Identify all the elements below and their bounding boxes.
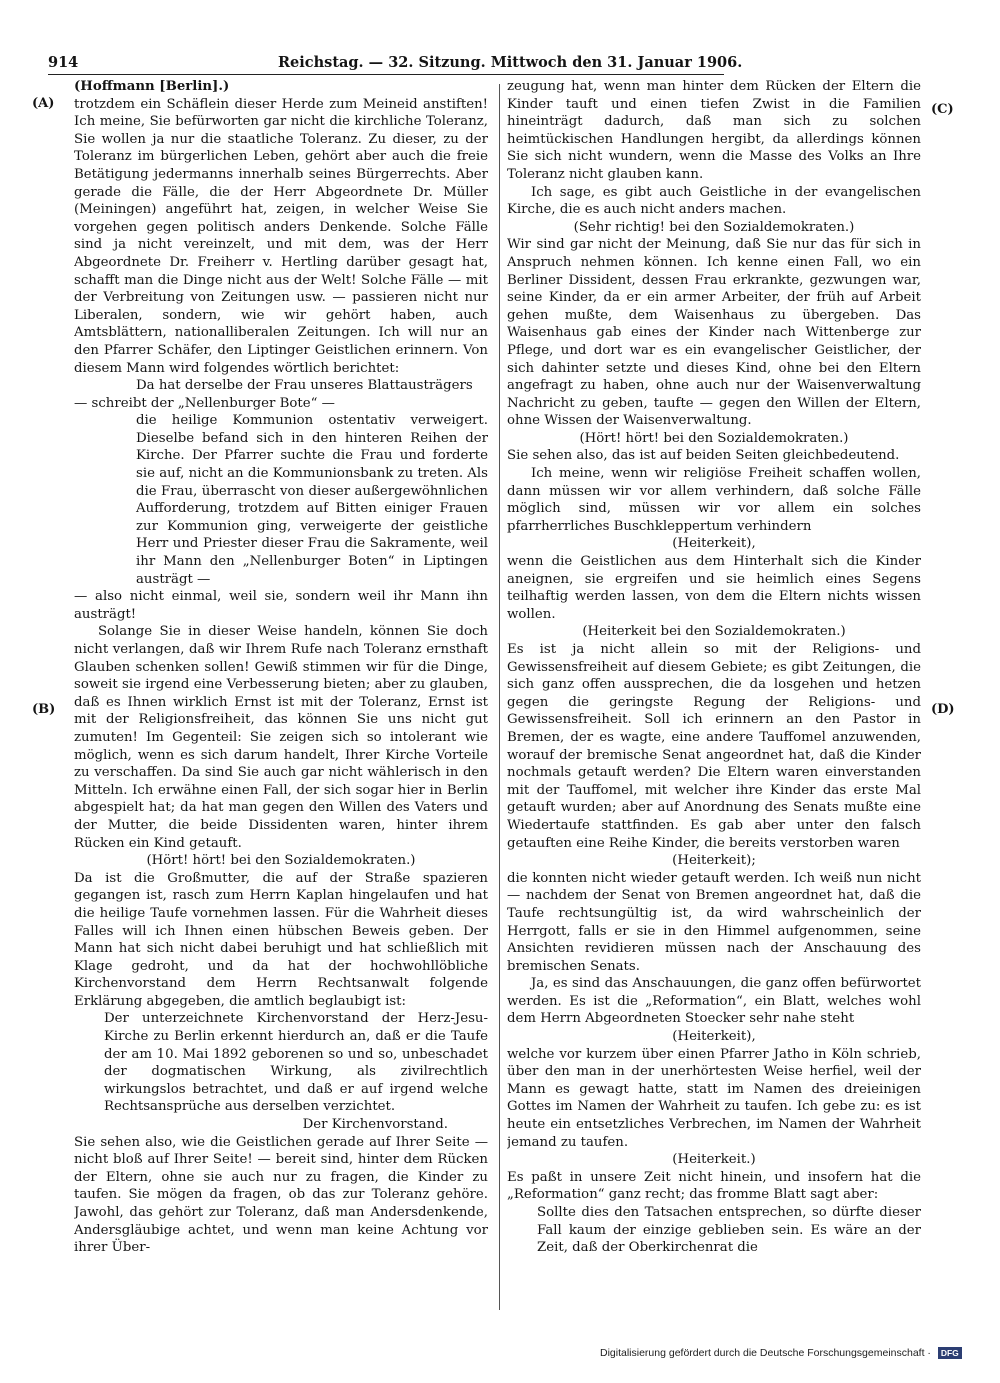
margin-marker-c: (C)	[931, 102, 954, 117]
quoted-passage: Da hat derselbe der Frau unseres Blattausträgers	[136, 378, 473, 394]
paragraph: — schreibt der „Nellenburger Bote“ —	[74, 395, 335, 411]
interjection: (Heiterkeit.)	[672, 1152, 756, 1168]
dfg-logo: DFG	[938, 1347, 962, 1359]
page-header	[48, 52, 743, 74]
quoted-passage: die heilige Kommunion ostentativ verweigert. Dieselbe befand sich in den hinteren Reihen der Kirche. Der Pfarrer suchte die Frau und forderte sie auf, nicht an die Kommunionsbank zu treten. Als die Frau, überrascht von dieser außergewöhnlichen Aufforderung, trotzdem auf Bitten einiger Frauen zur Kommunion ging, verweigerte der geistliche Herr und Priester dieser Frau die Sakramente, weil ihr Mann den „Nellenburger Boten“ in Liptingen austrägt —	[136, 413, 488, 587]
paragraph: die konnten nicht wieder getauft werden. Ich weiß nun nicht — nachdem der Senat von Bremen angeordnet hat, daß die Taufe rechtsungültig ist, da wird wahrscheinlich der Herrgott, falls er sie in den Himmel aufgenommen, seine Ansichten revidieren müssen nach der Anschauung des bremischen Senats.	[507, 870, 921, 974]
interjection: (Heiterkeit),	[672, 1029, 756, 1045]
signature: Der Kirchenvorstand.	[302, 1117, 448, 1133]
margin-marker-d: (D)	[931, 702, 955, 717]
paragraph: Ja, es sind das Anschauungen, die ganz offen befürwortet werden. Es ist die „Reformation“, ein Blatt, welches wohl dem Herrn Abgeordneten Stoecker sehr nahe steht	[507, 976, 921, 1027]
footer	[600, 1347, 980, 1359]
paragraph: trotzdem ein Schäflein dieser Herde zum Meineid anstiften! Ich meine, Sie befürworten gar nicht die kirchliche Toleranz, Sie wollen ja nur die staatliche Toleranz. Zu dieser, zu der Toleranz im bürgerlichen Leben, gehört aber auch die freie Betätigung jedermanns innerhalb seines Bürgerrechts. Aber gerade die Fälle, die der Herr Abgeordnete Dr. Müller (Meiningen) angeführt hat, zeigen, in welcher Weise Sie vorgehen gegen politisch anders Denkende. Solche Fälle sind ja nicht vereinzelt, und mit dem, was der Herr Abgeordnete Dr. Freiherr v. Hertling darüber gesagt hat, schafft man die Dinge nicht aus der Welt! Solche Fälle — mit der Verbreitung von Zeitungen usw. — passieren nicht nur Liberalen, sondern, wie wir gehört haben, auch Amtsblättern, nationalliberalen Zeitungen. Ich will nur an den Pfarrer Schäfer, den Liptinger Geistlichen erinnern. Von diesem Mann wird folgendes wörtlich berichtet:	[74, 96, 488, 376]
column-rule	[499, 84, 500, 1310]
speaker-label: (Hoffmann [Berlin].)	[74, 79, 230, 94]
footer-credit: Digitalisierung gefördert durch die Deutsche Forschungsgemeinschaft ·	[600, 1347, 931, 1359]
quoted-passage: Sollte dies den Tatsachen entsprechen, so dürfte dieser Fall kaum der einzige geblieben sein. Es wäre an der Zeit, daß der Oberkirchenrat die	[537, 1205, 921, 1256]
header-rule	[48, 74, 724, 75]
interjection: (Heiterkeit);	[672, 853, 756, 869]
interjection: (Sehr richtig! bei den Sozialdemokraten.)	[573, 219, 855, 235]
interjection: (Hört! hört! bei den Sozialdemokraten.)	[579, 430, 849, 446]
paragraph: Da ist die Großmutter, die auf der Straße spazieren gegangen ist, rasch zum Herrn Kaplan hingelaufen und hat die heilige Taufe vornehmen lassen. Für die Wahrheit dieses Falles will ich Ihnen einen hübschen Beweis geben. Der Mann hat sich nicht dabei beruhigt und hat schließlich mit Klage gedroht, und da hat der hochwohllöbliche Kirchenvorstand dem Herrn Rechtsanwalt folgende Erklärung abgegeben, die amtlich beglaubigt ist:	[74, 870, 488, 1009]
page-number: 914	[48, 54, 79, 71]
margin-marker-a: (A)	[32, 96, 55, 111]
paragraph: Es paßt in unsere Zeit nicht hinein, und insofern hat die „Reformation“ ganz recht; das fromme Blatt sagt aber:	[507, 1169, 921, 1203]
paragraph: Sie sehen also, wie die Geistlichen gerade auf Ihrer Seite — nicht bloß auf Ihrer Seite! — bereit sind, hinter dem Rücken der Eltern, ohne sie auch nur zu fragen, die Kinder zu taufen. Sie mögen da fragen, ob das zur Toleranz gehöre. Jawohl, das gehört zur Toleranz, daß man Andersdenkende, Andersgläubige achtet, und wenn man keine Achtung vor ihrer Über-	[74, 1134, 488, 1256]
paragraph: zeugung hat, wenn man hinter dem Rücken der Eltern die Kinder tauft und einen tiefen Zwist in die Familien hineinträgt dadurch, daß man sich zu solchen heimtückischen Handlungen hergibt, da allerdings können Sie sich nicht wundern, wenn die Masse des Volks an Ihre Toleranz nicht glauben kann.	[507, 79, 921, 182]
paragraph: Sie sehen also, das ist auf beiden Seiten gleichbedeutend.	[507, 448, 900, 464]
running-head: Reichstag. — 32. Sitzung. Mittwoch den 31. Januar 1906.	[278, 54, 743, 71]
right-column	[507, 78, 921, 1308]
paragraph: welche vor kurzem über einen Pfarrer Jatho in Köln schrieb, über den man in der unerhörtesten Weise herfiel, weil der Mann es gewagt hatte, statt im Namen des dreieinigen Gottes im Namen der Wahrheit zu taufen. Ich gebe zu: es ist heute ein entsetzliches Verbrechen, im Namen der Wahrheit jemand zu taufen.	[507, 1046, 921, 1150]
interjection: (Heiterkeit),	[672, 536, 756, 552]
left-column	[74, 78, 488, 1308]
interjection: (Heiterkeit bei den Sozialdemokraten.)	[582, 624, 846, 640]
quoted-passage: Der unterzeichnete Kirchenvorstand der Herz-Jesu-Kirche zu Berlin erkennt hierdurch an, daß er die Taufe der am 10. Mai 1892 geborenen so und so, unbeschadet der dogmatischen Wirkung, als zivilrechtlich wirkungslos betrachtet, und daß er auf irgend welche Rechtsansprüche aus derselben verzichtet.	[104, 1011, 488, 1115]
paragraph: Wir sind gar nicht der Meinung, daß Sie nur das für sich in Anspruch nehmen können. Ich kenne einen Fall, wo ein Berliner Dissident, dessen Frau erkrankte, gezwungen war, seine Kinder, da er ein armer Arbeiter, der früh auf Arbeit gehen mußte, dem Waisenhaus zu übergeben. Das Waisenhaus gab eines der Kinder nach Wittenberge zur Pflege, und dort war es ein evangelischer Geistlicher, der sich dahinter setzte und dieses Kind, ohne bei den Eltern angefragt zu haben, ohne auch nur der Waisenverwaltung Nachricht zu geben, taufte — gegen den Willen der Eltern, ohne Wissen der Waisenverwaltung.	[507, 237, 921, 429]
margin-marker-b: (B)	[32, 702, 56, 717]
paragraph: Es ist ja nicht allein so mit der Religions- und Gewissensfreiheit auf diesem Gebiete; es gibt Zeitungen, die sich ganz offen aussprechen, die da losgehen und hetzen gegen die geringste Regung der Religions- und Gewissensfreiheit. Soll ich erinnern an den Pastor in Bremen, der es wagte, eine andere Tauffomel anzuwenden, worauf der bremische Senat angeordnet hat, daß die Kinder nochmals getauft werden? Die Eltern waren einverstanden mit der Tauffomel, mit welcher ihre Kinder das erste Mal getauft wurden; aber auf Anordnung des Senats mußte eine Wiedertaufe stattfinden. Es gab aber unter den falsch getauften eine Reihe Kinder, die bereits verstorben waren	[507, 642, 921, 851]
paragraph: Solange Sie in dieser Weise handeln, können Sie doch nicht verlangen, daß wir Ihrem Rufe nach Toleranz ernsthaft Glauben schenken sollen! Gewiß stimmen wir für die Dinge, soweit sie irgend eine Verbesserung bieten; aber zu glauben, daß es Ihnen wirklich Ernst ist mit der Toleranz, Ernst ist mit der Religionsfreiheit, das können Sie uns nicht gut zumuten! Im Gegenteil: Sie zeigen sich so intolerant wie möglich, wenn es sich darum handelt, Ihrer Kirche Vorteile zu verschaffen. Da sind Sie auch gar nicht wählerisch in den Mitteln. Ich erwähne einen Fall, der sich sogar hier in Berlin abgespielt hat; da hat man gegen den Willen des Vaters und der Mutter, die beide Dissidenten waren, hinter ihrem Rücken ein Kind getauft.	[74, 624, 488, 851]
paragraph: wenn die Geistlichen aus dem Hinterhalt sich die Kinder aneignen, sie ergreifen und sie heimlich eines Segens teilhaftig werden lassen, von dem die Eltern nichts wissen wollen.	[507, 554, 921, 622]
paragraph: — also nicht einmal, weil sie, sondern weil ihr Mann ihn austrägt!	[74, 589, 488, 622]
interjection: (Hört! hört! bei den Sozialdemokraten.)	[146, 853, 416, 869]
paragraph: Ich sage, es gibt auch Geistliche in der evangelischen Kirche, die es auch nicht anders machen.	[507, 184, 921, 218]
paragraph: Ich meine, wenn wir religiöse Freiheit schaffen wollen, dann müssen wir vor allem verhindern, daß solche Fälle möglich sind, müssen wir vor allem ein solches pfarrherrliches Buschkleppertum verhindern	[507, 466, 921, 534]
